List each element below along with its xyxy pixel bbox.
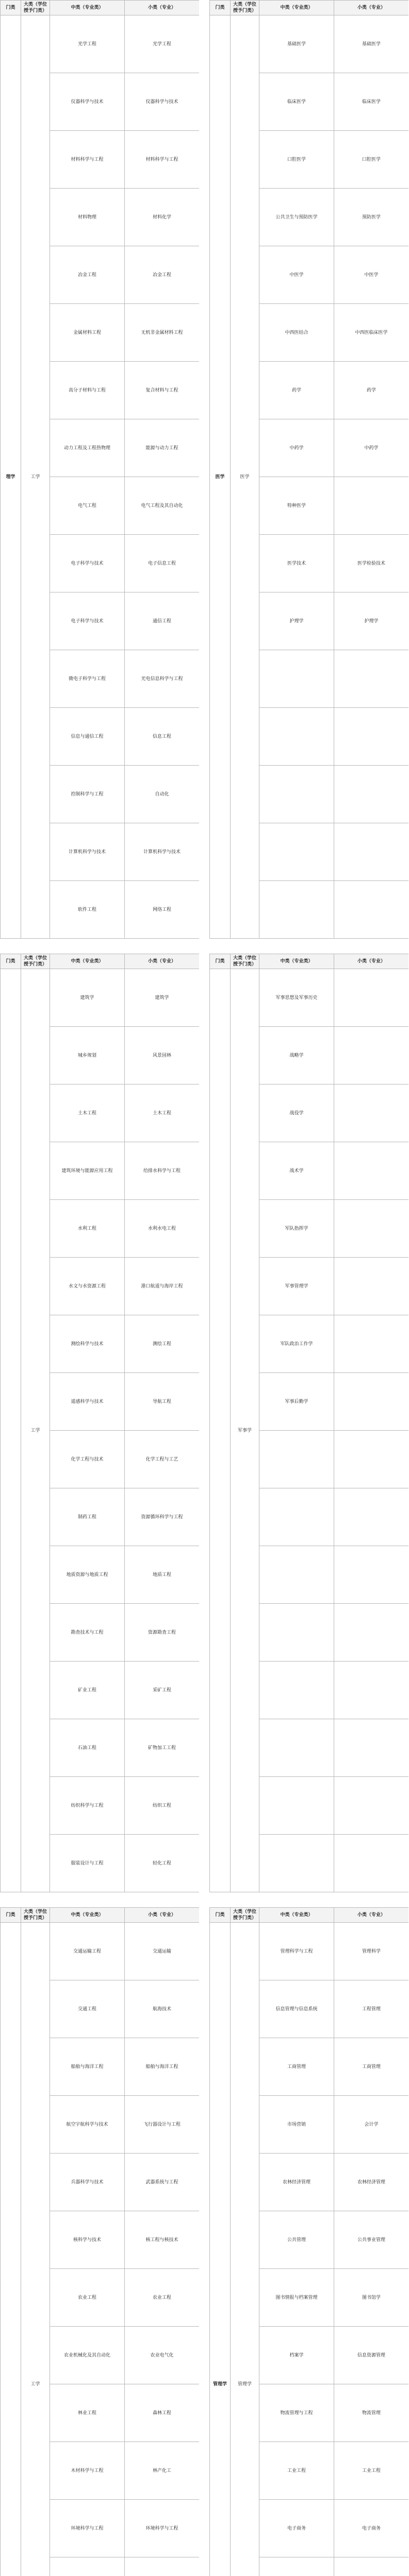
column-header: 小类（专业） [334, 954, 409, 969]
major-cell: 通信工程 [125, 592, 200, 650]
column-header: 小类（专业） [334, 1, 409, 15]
major-cell: 水利水电工程 [125, 1200, 200, 1258]
column-header: 小类（专业） [125, 954, 200, 969]
category-cell: 工学 [21, 15, 50, 939]
major-cell: 医学检验技术 [334, 535, 409, 592]
column-header: 中类（专业类） [50, 1908, 125, 1923]
subject-class-cell: 城乡规划 [50, 1027, 125, 1084]
subject-class-cell: 高分子材料与工程 [50, 362, 125, 419]
subject-class-cell: 软件工程 [50, 881, 125, 939]
subject-class-cell: 兵器科学与技术 [50, 2154, 125, 2211]
subject-class-cell [259, 2557, 334, 2576]
subject-class-cell: 光学工程 [50, 15, 125, 73]
table-header-row [210, 1, 409, 15]
major-cell [334, 766, 409, 823]
major-cell [125, 2557, 200, 2576]
subject-class-cell: 药学 [259, 362, 334, 419]
major-cell: 能源与动力工程 [125, 419, 200, 477]
subject-class-cell [259, 650, 334, 708]
subject-class-cell: 军队政治工作学 [259, 1315, 334, 1373]
subject-class-cell [50, 2557, 125, 2576]
subject-class-cell: 电子商务 [259, 2500, 334, 2557]
subject-class-cell: 水文与水资源工程 [50, 1258, 125, 1315]
major-cell: 电气工程及其自动化 [125, 477, 200, 535]
major-catalog-table [209, 1907, 408, 2576]
subject-class-cell: 航空宇航科学与技术 [50, 2096, 125, 2154]
page-gap [0, 1900, 199, 1907]
page-gap [209, 946, 408, 954]
major-cell: 农业工程 [125, 2269, 200, 2327]
major-cell [334, 2557, 409, 2576]
major-catalog-table [209, 954, 408, 1892]
page-gap [0, 946, 199, 954]
column-header: 门类 [1, 1908, 21, 1923]
subject-class-cell: 水利工程 [50, 1200, 125, 1258]
subject-class-cell: 动力工程及工程热物理 [50, 419, 125, 477]
major-cell [334, 881, 409, 939]
column-header: 门类 [210, 1, 231, 15]
major-cell [334, 1084, 409, 1142]
table-row [210, 969, 409, 1027]
major-cell: 基础医学 [334, 15, 409, 73]
major-cell: 护理学 [334, 592, 409, 650]
column-header: 大类（学位授予门类） [21, 954, 50, 969]
major-cell [334, 1142, 409, 1200]
subject-class-cell: 纺织科学与工程 [50, 1777, 125, 1835]
major-cell: 纺织工程 [125, 1777, 200, 1835]
major-cell: 土木工程 [125, 1084, 200, 1142]
subject-class-cell [259, 1546, 334, 1604]
table-header-row [1, 954, 200, 969]
category-cell: 工学 [21, 969, 50, 1892]
major-cell [334, 1027, 409, 1084]
major-cell: 环境科学与工程 [125, 2500, 200, 2557]
major-cell: 光电信息科学与工程 [125, 650, 200, 708]
subject-class-cell: 金属材料工程 [50, 304, 125, 362]
category-cell: 工学 [21, 1923, 50, 2576]
column-header: 中类（专业类） [50, 954, 125, 969]
major-cell: 物流管理 [334, 2384, 409, 2442]
table-header-row [210, 954, 409, 969]
major-cell: 电子信息工程 [125, 535, 200, 592]
subject-class-cell: 制药工程 [50, 1488, 125, 1546]
subject-class-cell: 医学技术 [259, 535, 334, 592]
subject-class-cell [259, 1835, 334, 1892]
major-cell: 公共事业管理 [334, 2211, 409, 2269]
major-cell [334, 1488, 409, 1546]
subject-class-cell: 建筑学 [50, 969, 125, 1027]
major-cell: 给排水科学与工程 [125, 1142, 200, 1200]
major-cell: 工程管理 [334, 1980, 409, 2038]
column-header: 大类（学位授予门类） [231, 1908, 259, 1923]
subject-class-cell: 农业工程 [50, 2269, 125, 2327]
major-cell: 港口航道与海岸工程 [125, 1258, 200, 1315]
major-cell: 资源勘查工程 [125, 1604, 200, 1662]
column-header: 门类 [210, 1908, 231, 1923]
section-cell [1, 1923, 21, 2576]
subject-class-cell: 工商管理 [259, 2038, 334, 2096]
subject-class-cell: 市场营销 [259, 2096, 334, 2154]
subject-class-cell: 木材科学与工程 [50, 2442, 125, 2500]
subject-class-cell: 军事后勤学 [259, 1373, 334, 1431]
major-cell [334, 1431, 409, 1488]
major-cell: 工业工程 [334, 2442, 409, 2500]
subject-class-cell: 核科学与技术 [50, 2211, 125, 2269]
subject-class-cell [259, 1488, 334, 1546]
column-header: 小类（专业） [125, 1, 200, 15]
major-cell: 复合材料与工程 [125, 362, 200, 419]
table-row [1, 1923, 200, 1980]
table-header-row [1, 1, 200, 15]
major-cell [334, 1200, 409, 1258]
subject-class-cell: 地质资源与地质工程 [50, 1546, 125, 1604]
subject-class-cell: 军事管理学 [259, 1258, 334, 1315]
subject-class-cell: 档案学 [259, 2327, 334, 2384]
subject-class-cell [259, 1604, 334, 1662]
major-cell: 会计学 [334, 2096, 409, 2154]
major-cell: 电子商务 [334, 2500, 409, 2557]
subject-class-cell: 微电子科学与工程 [50, 650, 125, 708]
major-cell: 化学工程与工艺 [125, 1431, 200, 1488]
section-cell [210, 969, 231, 1892]
subject-class-cell [259, 1777, 334, 1835]
table-page [0, 954, 199, 1900]
subject-class-cell [259, 881, 334, 939]
subject-class-cell: 测绘科学与技术 [50, 1315, 125, 1373]
subject-class-cell: 石油工程 [50, 1719, 125, 1777]
major-cell: 武器系统与工程 [125, 2154, 200, 2211]
column-header: 小类（专业） [125, 1908, 200, 1923]
major-cell: 药学 [334, 362, 409, 419]
major-cell: 信息资源管理 [334, 2327, 409, 2384]
major-cell: 材料化学 [125, 189, 200, 246]
major-cell: 网络工程 [125, 881, 200, 939]
subject-class-cell: 材料科学与工程 [50, 131, 125, 189]
subject-class-cell: 矿业工程 [50, 1662, 125, 1719]
subject-class-cell: 图书情报与档案管理 [259, 2269, 334, 2327]
column-header: 中类（专业类） [50, 1, 125, 15]
major-cell: 计算机科学与技术 [125, 823, 200, 881]
subject-class-cell [259, 708, 334, 766]
major-cell: 农业电气化 [125, 2327, 200, 2384]
column-header: 大类（学位授予门类） [21, 1, 50, 15]
major-cell: 轻化工程 [125, 1835, 200, 1892]
table-page [209, 954, 408, 1900]
major-cell: 森林工程 [125, 2384, 200, 2442]
table-row [1, 15, 200, 73]
subject-class-cell: 口腔医学 [259, 131, 334, 189]
major-cell: 飞行器设计与工程 [125, 2096, 200, 2154]
column-header: 中类（专业类） [259, 1, 334, 15]
subject-class-cell: 工业工程 [259, 2442, 334, 2500]
section-cell: 管理学 [210, 1923, 231, 2576]
category-cell: 管理学 [231, 1923, 259, 2576]
subject-class-cell: 中西医结合 [259, 304, 334, 362]
subject-class-cell: 冶金工程 [50, 246, 125, 304]
subject-class-cell: 管理科学与工程 [259, 1923, 334, 1980]
table-row [1, 969, 200, 1027]
table-page [0, 0, 199, 946]
subject-class-cell [259, 823, 334, 881]
table-row [210, 1923, 409, 1980]
major-cell: 航海技术 [125, 1980, 200, 2038]
major-cell: 采矿工程 [125, 1662, 200, 1719]
subject-class-cell: 军事思想及军事历史 [259, 969, 334, 1027]
subject-class-cell: 土木工程 [50, 1084, 125, 1142]
major-cell: 船舶与海洋工程 [125, 2038, 200, 2096]
left-column [0, 0, 199, 2576]
major-cell [334, 1315, 409, 1373]
subject-class-cell: 特种医学 [259, 477, 334, 535]
major-cell [334, 1777, 409, 1835]
column-header: 大类（学位授予门类） [231, 954, 259, 969]
major-cell: 临床医学 [334, 73, 409, 131]
subject-class-cell: 信息与通信工程 [50, 708, 125, 766]
subject-class-cell: 化学工程与技术 [50, 1431, 125, 1488]
major-cell: 中西医临床医学 [334, 304, 409, 362]
subject-class-cell: 农业机械化及其自动化 [50, 2327, 125, 2384]
right-column [209, 0, 408, 2576]
subject-class-cell: 护理学 [259, 592, 334, 650]
subject-class-cell: 中医学 [259, 246, 334, 304]
subject-class-cell: 交通工程 [50, 1980, 125, 2038]
subject-class-cell: 环境科学与工程 [50, 2500, 125, 2557]
subject-class-cell: 公共卫生与预防医学 [259, 189, 334, 246]
table-row [210, 15, 409, 73]
major-cell [334, 1373, 409, 1431]
category-cell: 医学 [231, 15, 259, 939]
major-cell: 交通运输 [125, 1923, 200, 1980]
subject-class-cell [259, 1431, 334, 1488]
subject-class-cell: 信息管理与信息系统 [259, 1980, 334, 2038]
major-cell: 材料科学与工程 [125, 131, 200, 189]
major-catalog-table [0, 1907, 199, 2576]
subject-class-cell: 中药学 [259, 419, 334, 477]
subject-class-cell: 遥感科学与技术 [50, 1373, 125, 1431]
subject-class-cell: 勘查技术与工程 [50, 1604, 125, 1662]
subject-class-cell: 临床医学 [259, 73, 334, 131]
major-cell [334, 823, 409, 881]
subject-class-cell: 电气工程 [50, 477, 125, 535]
subject-class-cell: 战术学 [259, 1142, 334, 1200]
page-gap [209, 1900, 408, 1907]
subject-class-cell: 电子科学与技术 [50, 592, 125, 650]
major-cell: 测绘工程 [125, 1315, 200, 1373]
subject-class-cell: 船舶与海洋工程 [50, 2038, 125, 2096]
major-cell [334, 1662, 409, 1719]
subject-class-cell: 林业工程 [50, 2384, 125, 2442]
major-catalog-table [209, 0, 408, 939]
major-cell [334, 650, 409, 708]
column-header: 门类 [210, 954, 231, 969]
major-cell: 导航工程 [125, 1373, 200, 1431]
major-catalog-table [0, 954, 199, 1892]
subject-class-cell [259, 1662, 334, 1719]
major-cell: 资源循环科学与工程 [125, 1488, 200, 1546]
subject-class-cell: 公共管理 [259, 2211, 334, 2269]
major-cell: 无机非金属材料工程 [125, 304, 200, 362]
major-cell [334, 1719, 409, 1777]
major-cell: 口腔医学 [334, 131, 409, 189]
major-cell: 光学工程 [125, 15, 200, 73]
column-header: 中类（专业类） [259, 954, 334, 969]
major-cell: 核工程与核技术 [125, 2211, 200, 2269]
major-cell: 矿物加工工程 [125, 1719, 200, 1777]
column-header: 小类（专业） [334, 1908, 409, 1923]
table-header-row [210, 1908, 409, 1923]
table-header-row [1, 1908, 200, 1923]
subject-class-cell [259, 1719, 334, 1777]
subject-class-cell: 军队指挥学 [259, 1200, 334, 1258]
major-cell: 冶金工程 [125, 246, 200, 304]
major-cell [334, 708, 409, 766]
column-header: 门类 [1, 954, 21, 969]
major-cell: 农林经济管理 [334, 2154, 409, 2211]
subject-class-cell: 服装设计与工程 [50, 1835, 125, 1892]
subject-class-cell: 农林经济管理 [259, 2154, 334, 2211]
subject-class-cell: 战略学 [259, 1027, 334, 1084]
major-cell [334, 1258, 409, 1315]
column-header: 大类（学位授予门类） [231, 1, 259, 15]
major-cell [334, 1835, 409, 1892]
subject-class-cell: 交通运输工程 [50, 1923, 125, 1980]
subject-class-cell: 战役学 [259, 1084, 334, 1142]
major-cell: 中药学 [334, 419, 409, 477]
subject-class-cell: 建筑环境与能源应用工程 [50, 1142, 125, 1200]
major-cell: 地质工程 [125, 1546, 200, 1604]
section-cell: 理学 [1, 15, 21, 939]
subject-class-cell: 材料物理 [50, 189, 125, 246]
column-header: 大类（学位授予门类） [21, 1908, 50, 1923]
table-page [0, 1907, 199, 2576]
subject-class-cell: 物流管理与工程 [259, 2384, 334, 2442]
major-cell: 中医学 [334, 246, 409, 304]
subject-class-cell [259, 766, 334, 823]
subject-class-cell: 电子科学与技术 [50, 535, 125, 592]
section-cell: 医学 [210, 15, 231, 939]
major-cell: 图书馆学 [334, 2269, 409, 2327]
major-cell: 林产化工 [125, 2442, 200, 2500]
major-catalog-table [0, 0, 199, 939]
major-cell: 自动化 [125, 766, 200, 823]
major-cell: 信息工程 [125, 708, 200, 766]
category-cell: 军事学 [231, 969, 259, 1892]
major-cell: 仪器科学与技术 [125, 73, 200, 131]
subject-class-cell: 基础医学 [259, 15, 334, 73]
major-cell: 风景园林 [125, 1027, 200, 1084]
section-cell [1, 969, 21, 1892]
subject-class-cell: 计算机科学与技术 [50, 823, 125, 881]
major-cell [334, 1546, 409, 1604]
column-header: 门类 [1, 1, 21, 15]
major-cell: 管理科学 [334, 1923, 409, 1980]
table-page [209, 0, 408, 946]
major-cell: 建筑学 [125, 969, 200, 1027]
major-cell: 预防医学 [334, 189, 409, 246]
major-cell [334, 477, 409, 535]
major-cell: 工商管理 [334, 2038, 409, 2096]
column-header: 中类（专业类） [259, 1908, 334, 1923]
major-cell [334, 1604, 409, 1662]
subject-class-cell: 仪器科学与技术 [50, 73, 125, 131]
table-page [209, 1907, 408, 2576]
major-cell [334, 969, 409, 1027]
subject-class-cell: 控制科学与工程 [50, 766, 125, 823]
